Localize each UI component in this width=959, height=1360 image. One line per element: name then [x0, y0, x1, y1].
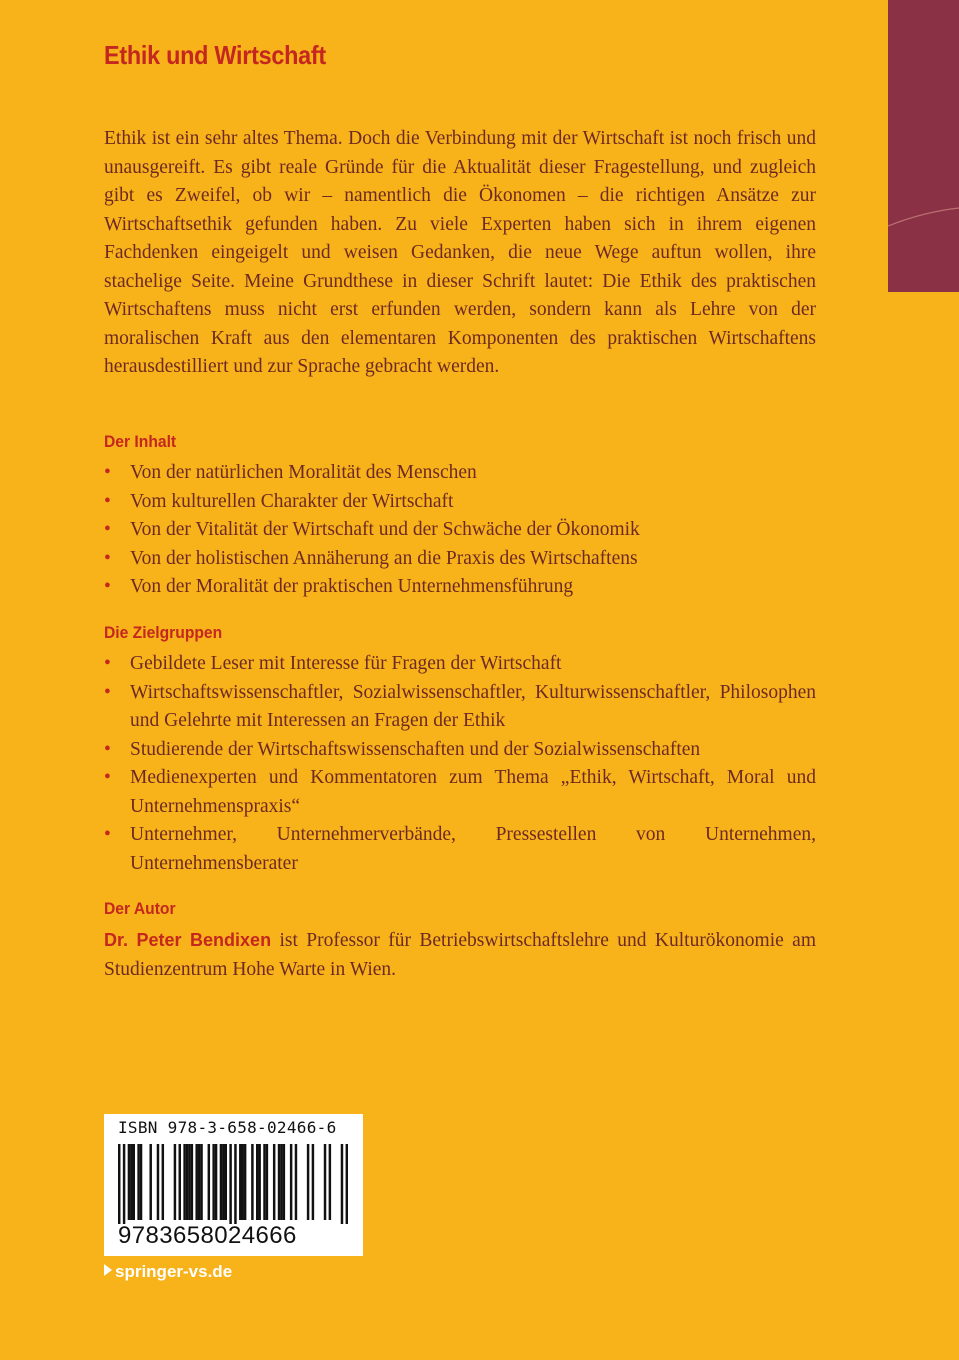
- barcode-bar: [229, 1144, 231, 1224]
- barcode-bar: [239, 1144, 241, 1220]
- barcode-bar: [123, 1144, 125, 1224]
- barcode-bar: [280, 1144, 282, 1220]
- barcode-bar: [222, 1144, 224, 1220]
- barcode-bar: [200, 1144, 202, 1220]
- list-item: • Wirtschaftswissenschaftler, Sozialwissenschaftler, Kulturwissenschaftler, Philosophen und Gelehrte mit Interessen an Fragen der Ethik: [104, 679, 816, 736]
- barcode-bar: [162, 1144, 164, 1220]
- barcode-bar: [195, 1144, 197, 1220]
- isbn-barcode: [104, 1114, 363, 1256]
- bullet-icon: •: [104, 462, 111, 483]
- arrow-right-icon: [104, 1264, 112, 1276]
- barcode-bar: [149, 1144, 151, 1220]
- list-item: • Medienexperten und Kommentatoren zum Thema „Ethik, Wirtschaft, Moral und Unternehmenspraxis“: [104, 764, 816, 821]
- barcode-bar: [290, 1144, 292, 1220]
- barcode-bar: [324, 1144, 326, 1220]
- list-item: • Von der Moralität der praktischen Unternehmensführung: [104, 573, 816, 602]
- barcode-bar: [215, 1144, 217, 1220]
- barcode-bar: [263, 1144, 265, 1220]
- bullet-icon: •: [104, 738, 111, 760]
- barcode-bar: [307, 1144, 309, 1220]
- bullet-icon: •: [104, 681, 111, 703]
- list-item: • Von der holistischen Annäherung an die Praxis des Wirtschaftens: [104, 545, 816, 574]
- list-item: • Gebildete Leser mit Interesse für Fragen der Wirtschaft: [104, 650, 816, 679]
- barcode-bar: [283, 1144, 285, 1220]
- barcode-bar: [234, 1144, 236, 1224]
- barcode-bar: [179, 1144, 181, 1220]
- barcode-bar: [295, 1144, 297, 1220]
- list-item: • Vom kulturellen Charakter der Wirtschaft: [104, 488, 816, 517]
- bullet-icon: •: [104, 490, 111, 512]
- page-title: Ethik und Wirtschaft: [104, 40, 326, 70]
- list-item: • Von der natürlichen Moralität des Menschen: [104, 459, 816, 488]
- barcode-bars: [118, 1144, 348, 1224]
- barcode-bar: [140, 1144, 142, 1220]
- list-item: • Studierende der Wirtschaftswissenschaften und der Sozialwissenschaften: [104, 736, 816, 765]
- barcode-bar: [266, 1144, 268, 1220]
- bullet-icon: •: [104, 653, 111, 674]
- bullet-icon: •: [104, 576, 111, 597]
- author-name: Dr. Peter Bendixen: [104, 930, 272, 950]
- zielgruppen-heading: Die Zielgruppen: [104, 623, 223, 642]
- barcode-bar: [225, 1144, 227, 1220]
- barcode-bar: [130, 1144, 132, 1220]
- inhalt-list: [104, 459, 816, 602]
- barcode-bar: [273, 1144, 275, 1220]
- barcode-bar: [244, 1144, 246, 1220]
- barcode-bar: [329, 1144, 331, 1220]
- barcode-bar: [186, 1144, 188, 1220]
- inhalt-heading: Der Inhalt: [104, 432, 177, 451]
- bullet-icon: •: [104, 824, 111, 845]
- barcode-bar: [241, 1144, 243, 1220]
- author-bio: ist Professor für Betriebswirtschaftslehre und Kulturökonomie am Studienzentrum Hohe Warte in Wien.: [104, 930, 816, 980]
- barcode-bar: [312, 1144, 314, 1220]
- barcode-bar: [212, 1144, 214, 1220]
- autor-heading: Der Autor: [104, 899, 176, 918]
- list-item: • Von der Vitalität der Wirtschaft und der Schwäche der Ökonomik: [104, 516, 816, 545]
- intro-paragraph: Ethik ist ein sehr altes Thema. Doch die Verbindung mit der Wirtschaft ist noch frisch und unausgereift. Es gibt reale Gründe für die Aktualität dieser Fragestellung, und zugleich gibt es Zweifel, ob wir – namentlich die Ökonomen – die richtigen Ansätze zur Wirtschaftsethik gefunden haben. Zu viele Experten haben sich in ihrem eigenen Fachdenken eingeigelt und weisen Gedanken, die neue Wege auftun wollen, ihre stachelige Seite. Meine Grundthese in dieser Schrift lautet: Die Ethik des praktischen Wirtschaftens muss nicht erst erfunden werden, sondern kann als Lehre von der moralischen Kraft aus den elementaren Komponenten des praktischen Wirtschaftens herausdestilliert und zur Sprache gebracht werden.: [104, 128, 816, 377]
- decorative-side-band: [888, 0, 959, 292]
- barcode-bar: [198, 1144, 200, 1220]
- barcode-bar: [256, 1144, 258, 1220]
- barcode-bar: [341, 1144, 343, 1224]
- barcode-bar: [133, 1144, 135, 1220]
- barcode-bar: [220, 1144, 222, 1220]
- barcode-bar: [128, 1144, 130, 1220]
- website-link[interactable]: springer-vs.de: [104, 1262, 232, 1282]
- barcode-bar: [278, 1144, 280, 1220]
- barcode-bar: [157, 1144, 159, 1220]
- barcode-bar: [183, 1144, 185, 1220]
- author-paragraph: [104, 926, 816, 984]
- zielgruppen-list: [104, 650, 816, 878]
- bullet-icon: •: [104, 519, 111, 540]
- barcode-bar: [208, 1144, 210, 1220]
- bullet-icon: •: [104, 547, 111, 569]
- barcode-bar: [346, 1144, 348, 1224]
- bullet-icon: •: [104, 767, 111, 788]
- barcode-digits: 9783658024666: [118, 1222, 297, 1249]
- barcode-bar: [191, 1144, 193, 1220]
- barcode-bar: [118, 1144, 120, 1224]
- list-item: • Unternehmer, Unternehmerverbände, Pressestellen von Unternehmen, Unternehmensberater: [104, 821, 816, 878]
- barcode-bar: [174, 1144, 176, 1220]
- barcode-bar: [137, 1144, 139, 1220]
- barcode-bar: [188, 1144, 190, 1220]
- barcode-bar: [251, 1144, 253, 1220]
- isbn-label: ISBN 978-3-658-02466-6: [118, 1118, 337, 1137]
- barcode-bar: [258, 1144, 260, 1220]
